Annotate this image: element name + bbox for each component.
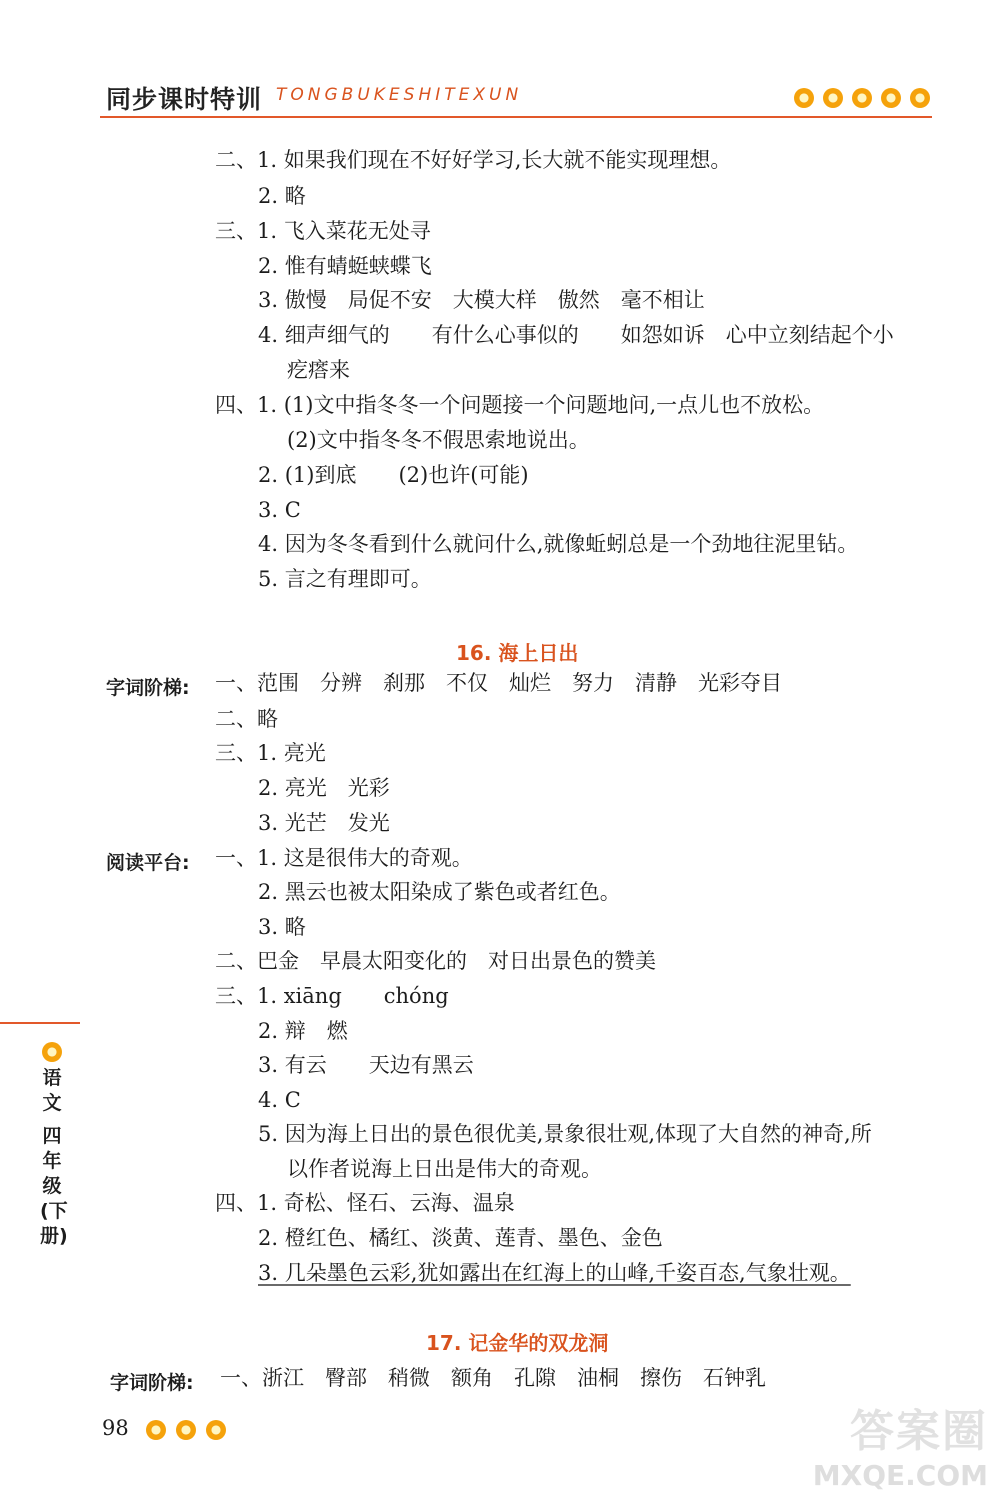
answer-line: 3. 略: [258, 915, 306, 939]
answer-line: 4. 因为冬冬看到什么就问什么,就像蚯蚓总是一个劲地往泥里钻。: [258, 532, 859, 556]
answer-line: 3. C: [258, 498, 301, 522]
grade-label: 四年级(下册): [40, 1125, 68, 1247]
book-subtitle: TONGBUKESHITEXUN: [276, 85, 523, 105]
watermark-logo: 答案圈: [850, 1406, 988, 1457]
side-divider: [0, 1022, 80, 1024]
watermark-url: MXQE.COM: [812, 1459, 988, 1492]
answer-line: 2. 辩 燃: [258, 1019, 348, 1043]
answer-line: 2. (1)到底 (2)也许(可能): [258, 463, 529, 487]
answer-line: 二、巴金 早晨太阳变化的 对日出景色的赞美: [215, 949, 656, 973]
header-dot-icon: [881, 88, 901, 108]
answer-line: 3. 傲慢 局促不安 大模大样 傲然 毫不相让: [258, 288, 705, 312]
answer-line: 以作者说海上日出是伟大的奇观。: [287, 1157, 602, 1181]
answer-line: 疙瘩来: [287, 358, 350, 382]
answer-line: (2)文中指冬冬不假思索地说出。: [287, 428, 590, 452]
answer-line: 5. 因为海上日出的景色很优美,景象很壮观,体现了大自然的神奇,所: [258, 1122, 872, 1146]
answer-line: 2. 惟有蜻蜓蛱蝶飞: [258, 254, 432, 278]
answer-line: 四、1. (1)文中指冬冬一个问题接一个问题地问,一点儿也不放松。: [215, 393, 825, 417]
header-dot-icon: [823, 88, 843, 108]
answer-line: 2. 黑云也被太阳染成了紫色或者红色。: [258, 880, 621, 904]
section-title: 17. 记金华的双龙洞: [426, 1331, 609, 1355]
side-dot-icon: [42, 1042, 62, 1062]
header-divider: [100, 116, 932, 118]
answer-line: 三、1. 亮光: [215, 741, 326, 765]
answer-line: 2. 亮光 光彩: [258, 776, 390, 800]
answer-line: 二、1. 如果我们现在不好好学习,长大就不能实现理想。: [215, 148, 732, 172]
category-label: 字词阶梯:: [110, 1372, 194, 1394]
answer-line: 三、1. 飞入菜花无处寻: [215, 219, 431, 243]
section-title: 16. 海上日出: [456, 641, 579, 665]
subject-label: 语文: [42, 1067, 62, 1114]
header-dot-icon: [852, 88, 872, 108]
answer-line: 一、1. 这是很伟大的奇观。: [215, 846, 473, 870]
answer-line: 2. 橙红色、橘红、淡黄、莲青、墨色、金色: [258, 1226, 663, 1250]
header-dot-icon: [794, 88, 814, 108]
answer-line: 三、1. xiāng chóng: [215, 984, 449, 1008]
answer-line: 5. 言之有理即可。: [258, 567, 432, 591]
book-title: 同步课时特训: [106, 85, 263, 114]
category-label: 字词阶梯:: [106, 677, 190, 699]
answer-line: 一、范围 分辨 刹那 不仅 灿烂 努力 清静 光彩夺目: [215, 671, 782, 695]
answer-line: 3. 有云 天边有黑云: [258, 1053, 474, 1077]
answer-line: 4. 细声细气的 有什么心事似的 如怨如诉 心中立刻结起个小: [258, 323, 894, 347]
answer-line: 3. 光芒 发光: [258, 811, 390, 835]
answer-line: 四、1. 奇松、怪石、云海、温泉: [215, 1191, 515, 1215]
footer-dot-icon: [146, 1420, 166, 1440]
header-dot-icon: [910, 88, 930, 108]
answer-line: 4. C: [258, 1088, 301, 1112]
category-label: 阅读平台:: [106, 852, 190, 874]
answer-line: 2. 略: [258, 184, 306, 208]
answer-line-underlined: 3. 几朵墨色云彩,犹如露出在红海上的山峰,千姿百态,气象壮观。: [258, 1261, 851, 1285]
footer-dot-icon: [176, 1420, 196, 1440]
page-number: 98: [102, 1416, 129, 1440]
answer-line: 二、略: [215, 707, 278, 731]
footer-dot-icon: [206, 1420, 226, 1440]
watermark: [813, 1395, 988, 1492]
answer-line: 一、浙江 臀部 稍微 额角 孔隙 油桐 擦伤 石钟乳: [220, 1366, 766, 1390]
